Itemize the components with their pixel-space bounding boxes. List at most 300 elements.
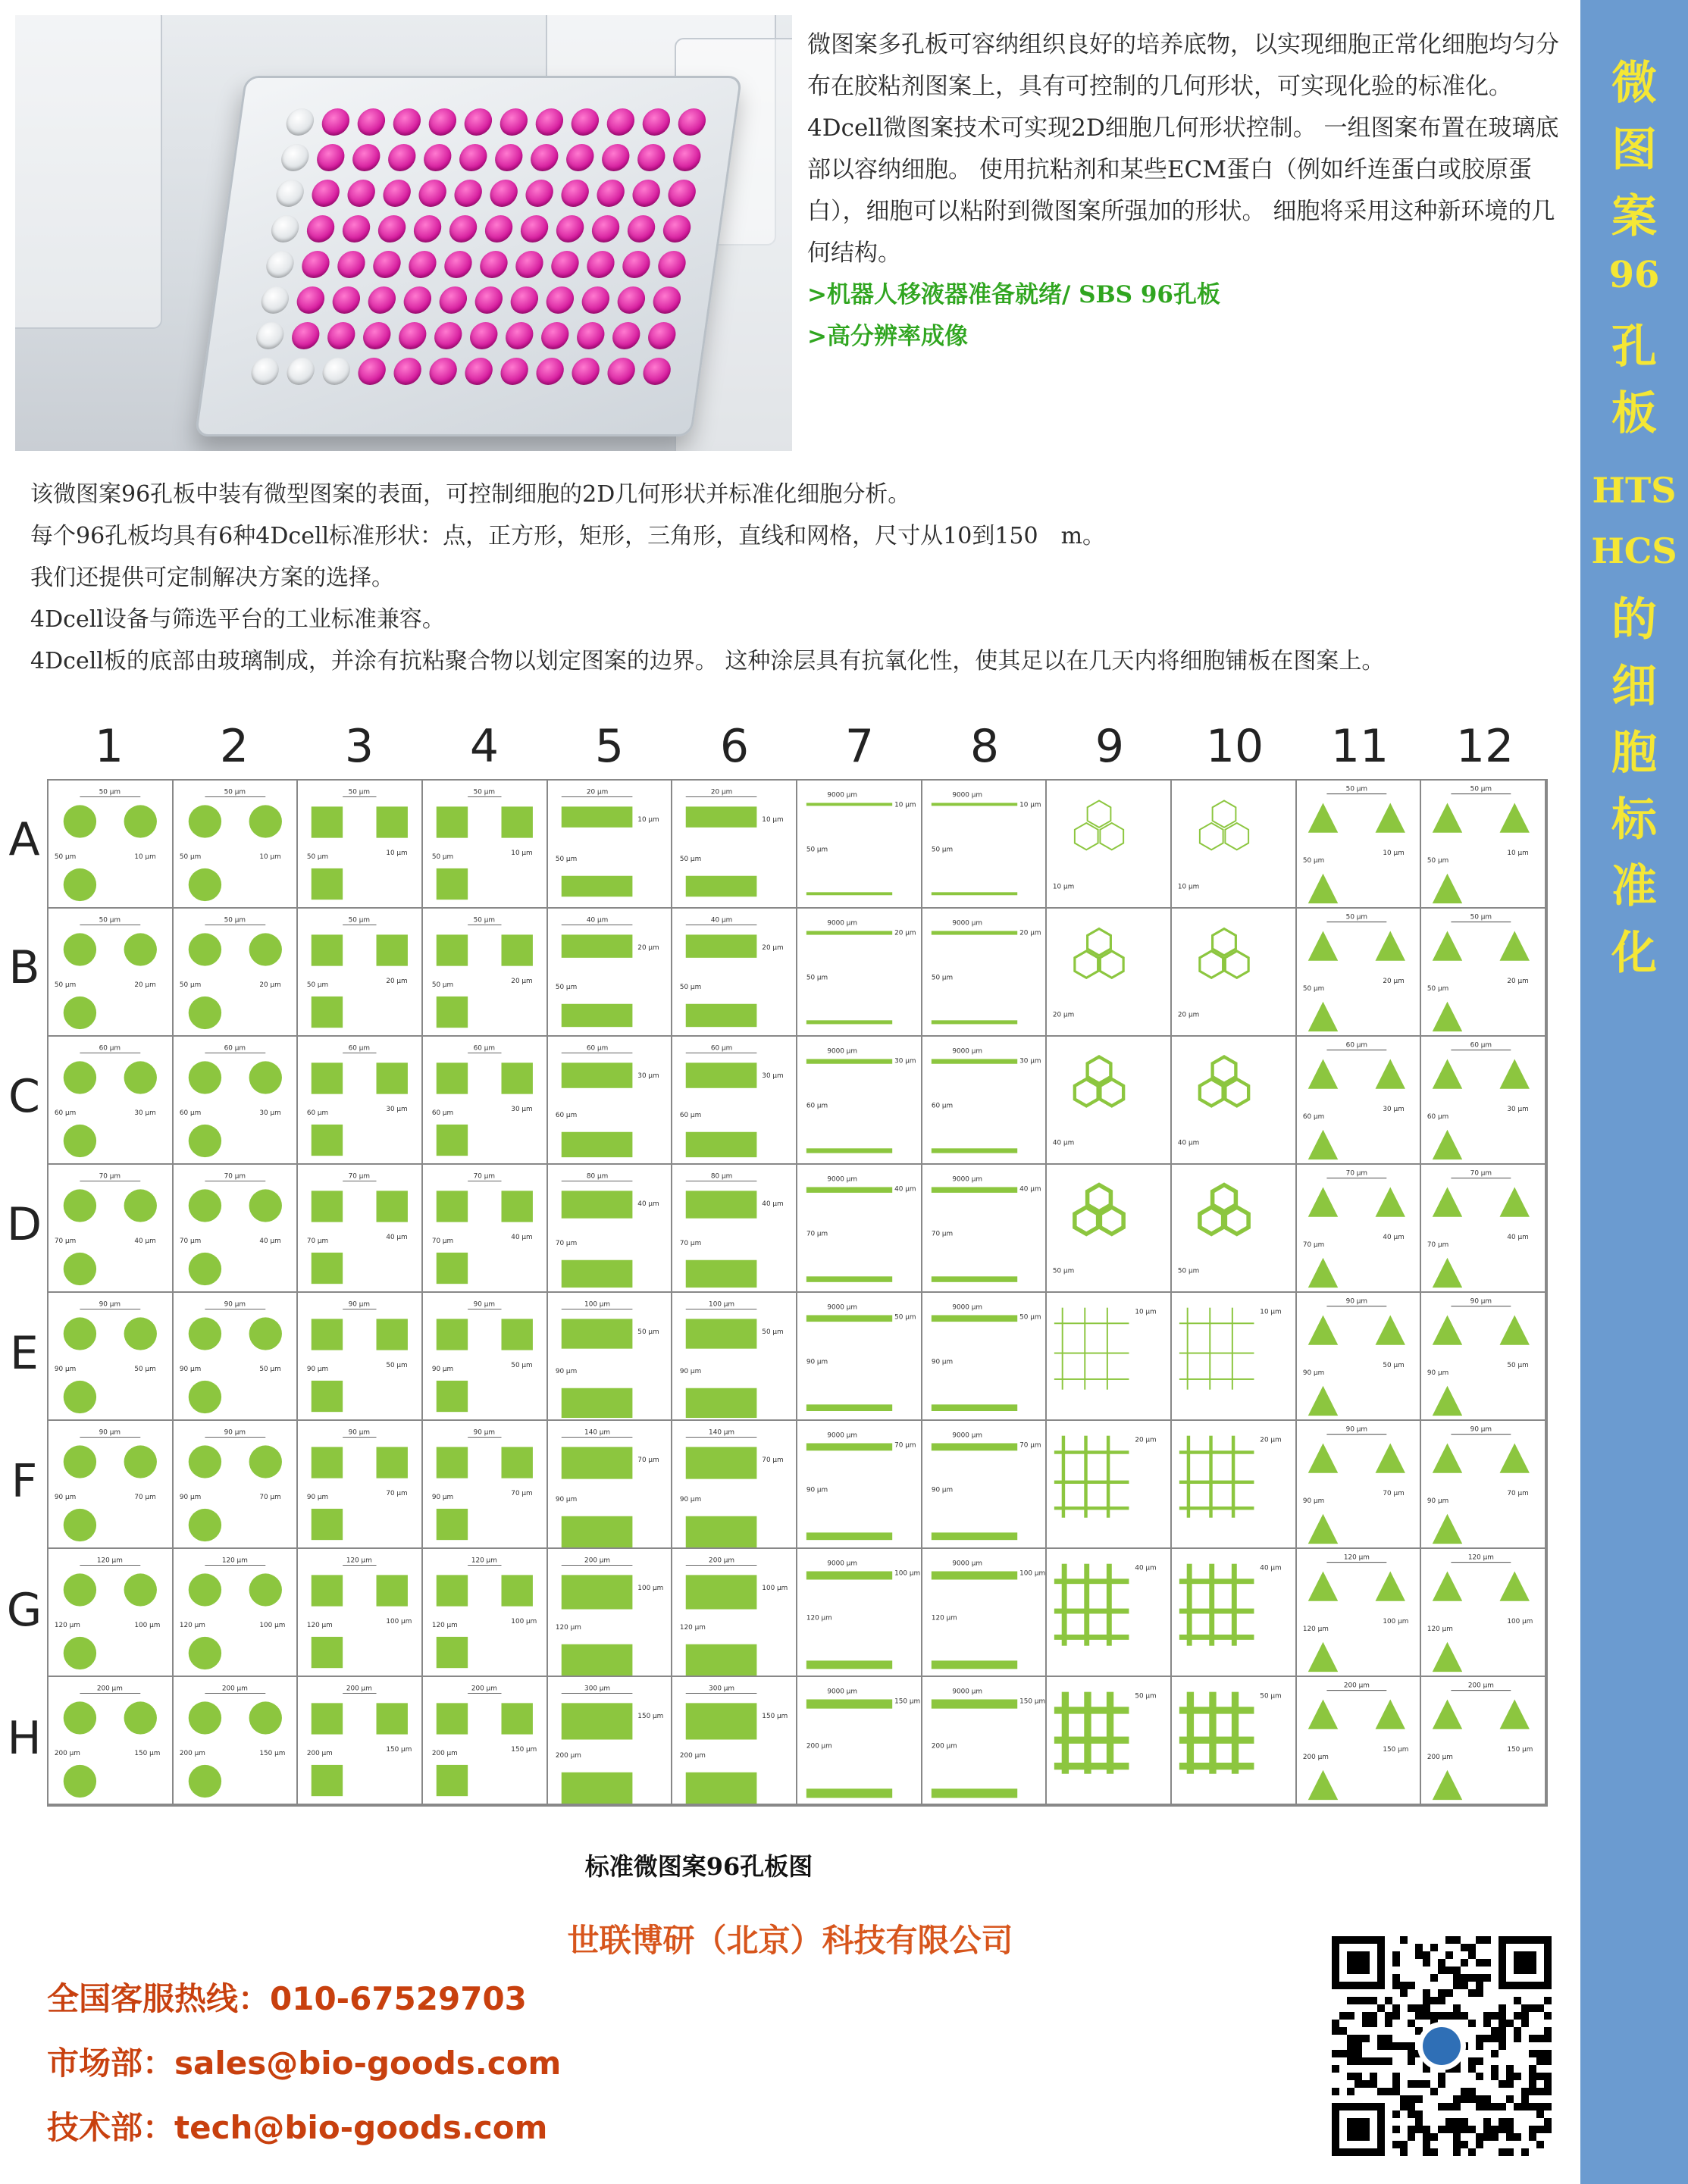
dimension-label: 70 μm [680,1240,702,1248]
dimension-label: 200 μm [54,1750,80,1758]
dimension-label: 100 μm [894,1569,921,1578]
triangle-shape [1307,931,1337,960]
qr-module [1347,1997,1354,2004]
photo-well [585,251,616,278]
well-pattern [423,1421,546,1547]
square-shape [502,1575,533,1606]
grid-line [1209,1308,1210,1390]
dimension-label: 50 μm [54,981,77,990]
highlight-robot-ready: >机器人移液器准备就绪/ SBS 96孔板 [807,281,1220,308]
square-shape [502,1319,533,1350]
dimension-label: 200 μm [1468,1682,1495,1690]
qr-module [1461,1959,1468,1967]
column-number: 12 [1455,720,1514,773]
dimension-label: 150 μm [511,1746,537,1754]
grid-line [1179,1481,1254,1484]
qr-module [1423,2004,1430,2012]
qr-module [1438,2012,1445,2020]
dimension-label: 30 μm [134,1109,156,1118]
qr-module [1430,2133,1438,2141]
qr-module [1408,2042,1415,2050]
triangle-shape [1307,1386,1337,1416]
well-C4 [423,1037,548,1165]
dimension-label: 20 μm [586,788,608,796]
qr-module [1377,2088,1385,2095]
qr-module [1415,2012,1423,2020]
well-pattern [672,1677,796,1804]
grid-line [1232,1308,1233,1390]
qr-module [1400,1982,1408,1989]
square-shape [502,806,533,837]
well-B10 [1172,909,1297,1037]
qr-module [1491,2012,1499,2020]
well-pattern [1297,781,1420,907]
dimension-label: 40 μm [1260,1564,1282,1572]
qr-module [1445,1967,1453,1974]
well-pattern [423,781,546,907]
qr-module [1408,2133,1415,2141]
dimension-label: 70 μm [511,1490,533,1498]
dimension-label: 90 μm [473,1300,496,1309]
dimension-label: 9000 μm [827,919,857,928]
qr-module [1400,1989,1408,1997]
hexagon-shape [1101,823,1124,850]
photo-well [473,286,504,314]
grid-line [1062,1564,1067,1646]
sidebar-char: 胞 [1611,727,1657,780]
well-A6 [672,781,797,909]
description-line: 我们还提供可定制解决方案的选择。 [30,565,394,591]
well-pattern [797,1421,921,1547]
grid-line [1062,1308,1063,1390]
well-pattern [1297,1421,1420,1547]
dot-shape [188,933,221,965]
qr-module [1536,2103,1544,2110]
qr-module [1415,2004,1423,2012]
square-shape [437,1637,468,1668]
well-pattern [1047,1549,1170,1676]
well-D1 [49,1165,174,1293]
qr-module [1408,2004,1415,2012]
sidebar-char: 案 [1611,190,1657,243]
well-pattern [548,781,672,907]
triangle-shape [1500,1187,1530,1216]
qr-module [1483,2012,1491,2020]
square-shape [312,1191,343,1222]
qr-module [1499,2027,1506,2035]
square-shape [312,1765,343,1796]
qr-module [1385,2088,1392,2095]
rectangle-shape [686,1062,757,1087]
dimension-label: 20 μm [762,944,784,953]
photo-well [600,144,631,171]
photo-well [392,358,423,385]
well-pattern [548,1037,672,1163]
dot-shape [64,1253,96,1285]
qr-module [1377,2004,1385,2012]
dimension-label: 70 μm [473,1172,496,1181]
qr-module [1536,2141,1544,2148]
dimension-label: 30 μm [511,1106,533,1114]
photo-well [402,286,433,314]
qr-module [1453,1982,1461,1989]
well-pattern [548,1677,672,1804]
dimension-label: 50 μm [431,981,454,990]
photo-well [355,108,387,136]
row-letter: B [8,941,40,995]
dimension-label: 300 μm [584,1685,610,1693]
dimension-label: 100 μm [762,1585,788,1593]
well-G5 [548,1549,673,1677]
dimension-label: 40 μm [259,1237,281,1246]
well-pattern [797,1549,921,1676]
well-F11 [1297,1421,1422,1549]
well-pattern [1297,1677,1420,1804]
line-shape [931,1404,1016,1411]
well-H8 [922,1677,1048,1805]
sidebar-char: 96 [1608,254,1660,296]
qr-module [1430,1944,1438,1951]
qr-module [1415,2095,1423,2103]
dimension-label: 150 μm [1507,1746,1533,1754]
qr-module [1453,2004,1461,2012]
grid-line [1062,1436,1065,1518]
well-pattern [1172,1677,1295,1804]
well-E9 [1047,1293,1172,1421]
qr-module [1354,2080,1362,2088]
well-D8 [922,1165,1048,1293]
dimension-label: 70 μm [386,1490,409,1498]
dimension-label: 9000 μm [827,1175,857,1184]
dimension-label: 10 μm [1053,883,1075,891]
well-pattern [1297,909,1420,1035]
dimension-label: 120 μm [54,1622,80,1630]
qr-module [1332,2088,1339,2095]
grid-line [1054,1707,1129,1713]
dimension-label: 20 μm [711,788,733,796]
square-shape [312,934,343,965]
dimension-label: 50 μm [1345,913,1367,921]
qr-module [1499,2004,1506,2012]
qr-module [1347,2012,1354,2020]
dimension-label: 9000 μm [951,1431,982,1440]
dot-shape [64,997,96,1029]
hexagon-shape [1088,929,1111,956]
well-C6 [672,1037,797,1165]
dimension-label: 300 μm [709,1685,735,1693]
photo-well [676,108,707,136]
triangle-shape [1307,1443,1337,1472]
qr-module [1499,2042,1506,2050]
photo-well [570,358,601,385]
dimension-label: 20 μm [1177,1011,1200,1019]
photo-well [540,322,571,349]
grid-line [1179,1707,1254,1713]
background-plate [15,15,162,329]
qr-module [1529,2126,1536,2133]
rectangle-shape [561,1319,632,1348]
qr-module [1461,2095,1468,2103]
line-shape [931,1699,1016,1708]
well-pattern [423,1549,546,1676]
qr-module [1415,1951,1423,1959]
qr-module [1370,1997,1377,2004]
qr-module [1385,2042,1392,2050]
photo-well [672,144,703,171]
globe-icon [1423,2027,1461,2065]
dimension-label: 120 μm [680,1624,706,1632]
rectangle-shape [561,1132,632,1157]
qr-module [1544,2126,1552,2133]
dimension-label: 200 μm [96,1685,123,1693]
qr-module [1468,1944,1476,1951]
well-pattern [298,1549,421,1676]
dimension-label: 10 μm [1507,850,1530,858]
well-E5 [548,1293,673,1421]
qr-module [1476,2103,1483,2110]
well-pattern [1421,781,1545,907]
rectangle-shape [561,1062,632,1087]
qr-module [1423,2141,1430,2148]
qr-module [1354,2042,1362,2050]
dimension-label: 50 μm [99,916,121,925]
well-pattern [922,1549,1046,1676]
photo-well [631,180,662,207]
qr-module [1514,1997,1521,2004]
dot-shape [188,805,221,837]
grid-line [1232,1436,1235,1518]
well-G11 [1297,1549,1422,1677]
well-pattern [1421,1293,1545,1419]
photo-well [351,144,382,171]
triangle-shape [1375,1443,1405,1472]
dot-shape [249,1445,281,1478]
dimension-label: 30 μm [1507,1106,1530,1114]
photo-well [259,286,290,314]
qr-code[interactable] [1332,1936,1552,2156]
dimension-label: 50 μm [1260,1692,1282,1701]
dimension-label: 10 μm [1383,850,1405,858]
qr-module [1453,2103,1461,2110]
dimension-label: 50 μm [1019,1313,1041,1322]
grid-line [1107,1692,1113,1774]
hexagon-shape [1075,1207,1098,1234]
qr-finder [1347,2118,1370,2141]
dimension-label: 100 μm [1383,1618,1409,1626]
sidebar-char: HTS [1592,470,1677,511]
well-G3 [298,1549,423,1677]
photo-well [569,108,600,136]
well-pattern [423,1165,546,1291]
well-G4 [423,1549,548,1677]
triangle-shape [1375,931,1405,960]
rectangle-shape [686,1703,757,1739]
qr-module [1461,2141,1468,2148]
square-shape [502,1191,533,1222]
well-D5 [548,1165,673,1293]
rectangle-shape [561,1004,632,1027]
qr-module [1332,2065,1339,2073]
dimension-label: 150 μm [894,1697,921,1706]
line-shape [806,803,892,806]
square-shape [437,1765,468,1796]
dot-shape [188,1765,221,1798]
well-D2 [174,1165,299,1293]
plate-pattern-map [6,720,1578,1832]
highlight-high-res: >高分辨率成像 [807,323,968,350]
qr-module [1468,1989,1476,1997]
well-C2 [174,1037,299,1165]
qr-module [1483,2103,1491,2110]
qr-module [1544,2080,1552,2088]
qr-module [1392,2004,1400,2012]
line-shape [931,1148,1016,1153]
well-pattern [672,781,796,907]
dimension-label: 200 μm [1302,1754,1329,1762]
pattern-cells [47,779,1548,1807]
photo-well [330,286,362,314]
well-pattern [922,1677,1046,1804]
hexagon-shape [1075,951,1098,978]
well-B5 [548,909,673,1037]
dimension-label: 90 μm [224,1428,246,1437]
qr-module [1392,2012,1400,2020]
rectangle-shape [686,1447,757,1478]
well-B9 [1047,909,1172,1037]
triangle-shape [1307,803,1337,832]
well-pattern [672,1165,796,1291]
dimension-label: 20 μm [1135,1436,1157,1444]
photo-well [407,251,438,278]
dimension-label: 50 μm [555,984,577,992]
photo-well [519,215,550,242]
dimension-label: 50 μm [348,788,371,796]
qr-module [1529,2004,1536,2012]
sidebar-char: 准 [1611,860,1657,913]
row-letter: D [6,1198,42,1252]
well-B6 [672,909,797,1037]
rectangle-shape [686,1319,757,1348]
photo-well [580,286,611,314]
dimension-label: 30 μm [259,1109,281,1118]
photo-well [285,358,316,385]
line-shape [931,1059,1016,1063]
triangle-shape [1307,1258,1337,1288]
dimension-label: 30 μm [894,1057,916,1065]
dimension-label: 50 μm [680,856,702,864]
hexagon-shape [1101,1079,1124,1106]
plate-wells [249,108,709,386]
qr-module [1544,1997,1552,2004]
qr-module [1529,2050,1536,2057]
qr-module [1408,1982,1415,1989]
well-E11 [1297,1293,1422,1421]
qr-module [1354,2073,1362,2080]
photo-well [427,358,459,385]
dot-shape [124,1061,157,1094]
well-B7 [797,909,922,1037]
photo-well [509,286,540,314]
dot-shape [249,805,281,837]
well-B3 [298,909,423,1037]
rectangle-shape [686,1388,757,1418]
square-shape [312,1447,343,1478]
square-shape [437,1191,468,1222]
photo-well [326,322,357,349]
qr-module [1347,2073,1354,2080]
rectangle-shape [561,934,632,957]
grid-line [1107,1436,1110,1518]
dimension-label: 60 μm [1345,1041,1367,1050]
qr-module [1514,2035,1521,2042]
line-shape [806,1443,892,1450]
dimension-label: 50 μm [54,853,77,862]
well-A3 [298,781,423,909]
well-pattern [1297,1037,1420,1163]
well-C8 [922,1037,1048,1165]
square-shape [437,1253,468,1284]
qr-module [1408,2057,1415,2065]
photo-well [626,215,657,242]
well-pattern [174,1037,297,1163]
dot-shape [64,805,96,837]
triangle-shape [1307,1130,1337,1159]
dimension-label: 60 μm [348,1044,371,1053]
grid-line [1179,1450,1254,1453]
dimension-label: 70 μm [134,1494,156,1502]
dimension-label: 60 μm [1470,1041,1492,1050]
qr-module [1461,1944,1468,1951]
dimension-label: 70 μm [637,1457,659,1465]
rectangle-shape [561,1703,632,1739]
photo-well [443,251,474,278]
photo-well [550,251,581,278]
photo-well [422,144,453,171]
photo-well [462,108,493,136]
triangle-shape [1375,1699,1405,1729]
sidebar-char: 化 [1611,927,1657,980]
triangle-shape [1433,1130,1462,1159]
dimension-label: 50 μm [511,1362,533,1370]
dimension-label: 90 μm [806,1486,828,1494]
qr-code-graphic [1332,1936,1552,2156]
square-shape [437,1509,468,1540]
well-G9 [1047,1549,1172,1677]
qr-module [1453,2148,1461,2156]
qr-module [1438,2073,1445,2080]
qr-module [1491,2073,1499,2080]
dimension-label: 60 μm [99,1044,121,1053]
qr-module [1476,2057,1483,2065]
dimension-label: 90 μm [473,1428,496,1437]
dimension-label: 70 μm [259,1494,281,1502]
qr-module [1506,2126,1514,2133]
dimension-label: 70 μm [762,1457,784,1465]
well-pattern [1047,1677,1170,1804]
well-pattern [174,1165,297,1291]
square-shape [377,1575,408,1606]
qr-module [1476,1936,1483,1944]
qr-module [1476,2035,1483,2042]
sidebar-char: HCS [1591,530,1677,571]
dot-shape [188,1125,221,1157]
sidebar-char: 细 [1611,660,1657,713]
well-C5 [548,1037,673,1165]
qr-module [1544,2073,1552,2080]
dimension-label: 9000 μm [827,1303,857,1312]
dimension-label: 70 μm [54,1237,77,1246]
qr-module [1385,2035,1392,2042]
